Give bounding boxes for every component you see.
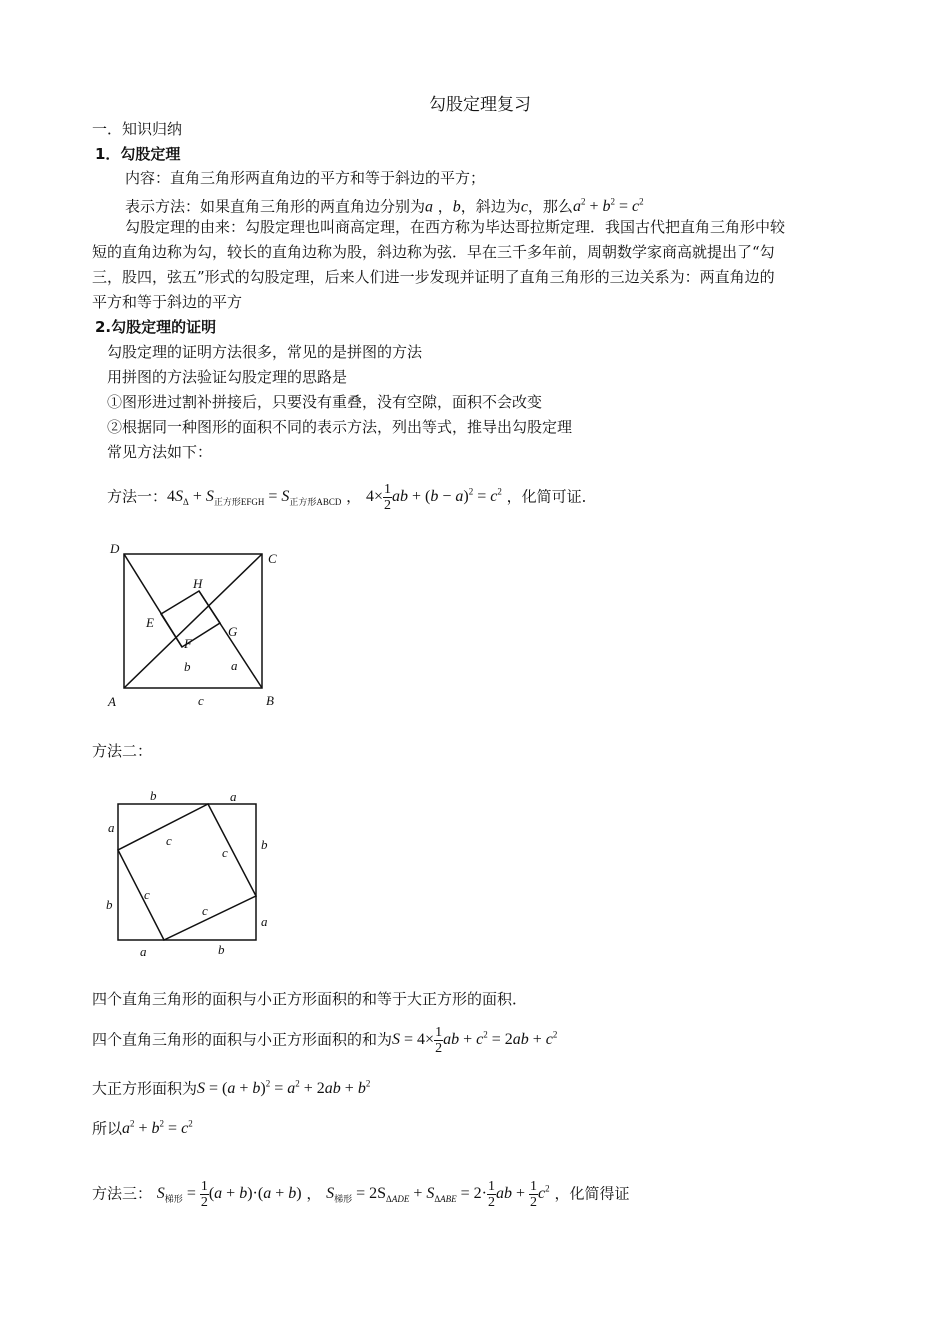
method-two-conclusion: 所以$a^2 + b^2 = c^2$: [92, 1119, 193, 1138]
label-bottom-a: a: [140, 944, 147, 959]
label-H: H: [193, 576, 203, 591]
label-D: D: [110, 541, 120, 556]
label-G: G: [228, 624, 238, 639]
method-three: 方法三： $S_{梯形}$ = $\frac{1}{2}$ (a + b)·(a + b) ， $S_{梯形} = 2S_{\Delta ADE} + S_{\Delta ABE} = 2\cdot$ $\frac{1}{2}$ ab + $\frac{1}{2}$ $c^2$ ，化简得证: [92, 1179, 630, 1211]
section-heading: 一．知识归纳: [92, 120, 183, 138]
label-top-a: a: [230, 789, 237, 804]
method-two-sum: 四个直角三角形的面积与小正方形面积的和为S = 4× $\frac{1}{2}$ ab + $c^2 = 2ab + c^2$: [92, 1025, 558, 1057]
label-A: A: [108, 694, 116, 709]
label-bottom-b: b: [218, 942, 225, 957]
proof-idea-1: ①图形进过割补拼接后，只要没有重叠，没有空隙，面积不会改变: [107, 393, 543, 411]
line-a-c: [124, 554, 262, 688]
origin-paragraph-line4: 平方和等于斜边的平方: [92, 293, 243, 311]
theorem-content: 内容：直角三角形两直角边的平方和等于斜边的平方；: [125, 169, 486, 187]
proof-idea: 用拼图的方法验证勾股定理的思路是: [107, 368, 348, 386]
figure-method-two: [100, 785, 280, 963]
origin-paragraph-line3: 三，股四，弦五”形式的勾股定理，后来人们进一步发现并证明了直角三角形的三边关系为：两直角边的: [92, 268, 775, 286]
label-c-right: c: [222, 845, 228, 860]
label-c: c: [198, 693, 204, 708]
figure-method-one: [100, 538, 290, 713]
method-two-statement: 四个直角三角形的面积与小正方形面积的和等于大正方形的面积．: [92, 990, 528, 1008]
label-left-b: b: [106, 897, 113, 912]
method-one: 方法一：$4S_\Delta + S_{正方形EFGH} = S_{正方形ABCD}$ ， 4× $\frac{1}{2}$ ab + $(b - a)^2 = c^2$ ，化简可证．: [107, 482, 597, 514]
method-two-big-square: 大正方形面积为$S = (a + b)^2 = a^2 + 2ab + b^2$: [92, 1079, 371, 1098]
label-left-a: a: [108, 820, 115, 835]
proof-idea-2: ②根据同一种图形的面积不同的表示方法，列出等式，推导出勾股定理: [107, 418, 573, 436]
label-a: a: [231, 658, 238, 673]
origin-paragraph-line1: 勾股定理的由来：勾股定理也叫商高定理，在西方称为毕达哥拉斯定理．我国古代把直角三角形中较: [125, 218, 786, 236]
label-E: E: [146, 615, 154, 630]
heading-proof: 2.勾股定理的证明: [95, 318, 217, 336]
theorem-representation: 表示方法：如果直角三角形的两直角边分别为a ，b，斜边为c，那么$a^2 + b^2 = c^2$: [125, 197, 644, 216]
page-title: 勾股定理复习: [429, 95, 531, 115]
outer-square: [118, 804, 256, 940]
inner-square: [118, 804, 256, 940]
label-F: F: [184, 636, 192, 651]
common-methods: 常见方法如下：: [107, 443, 213, 461]
label-b: b: [184, 659, 191, 674]
label-B: B: [266, 693, 274, 708]
label-top-b: b: [150, 788, 157, 803]
label-c-left: c: [144, 887, 150, 902]
label-C: C: [268, 551, 277, 566]
heading-theorem: 1．勾股定理: [95, 145, 181, 163]
label-c-top: c: [166, 833, 172, 848]
label-right-a: a: [261, 914, 268, 929]
origin-paragraph-line2: 短的直角边称为勾，较长的直角边称为股，斜边称为弦．早在三千多年前，周朝数学家商高就提出了“勾: [92, 243, 775, 261]
label-right-b: b: [261, 837, 268, 852]
label-c-bottom: c: [202, 903, 208, 918]
proof-intro: 勾股定理的证明方法很多，常见的是拼图的方法: [107, 343, 423, 361]
method-two-label: 方法二：: [92, 742, 153, 760]
